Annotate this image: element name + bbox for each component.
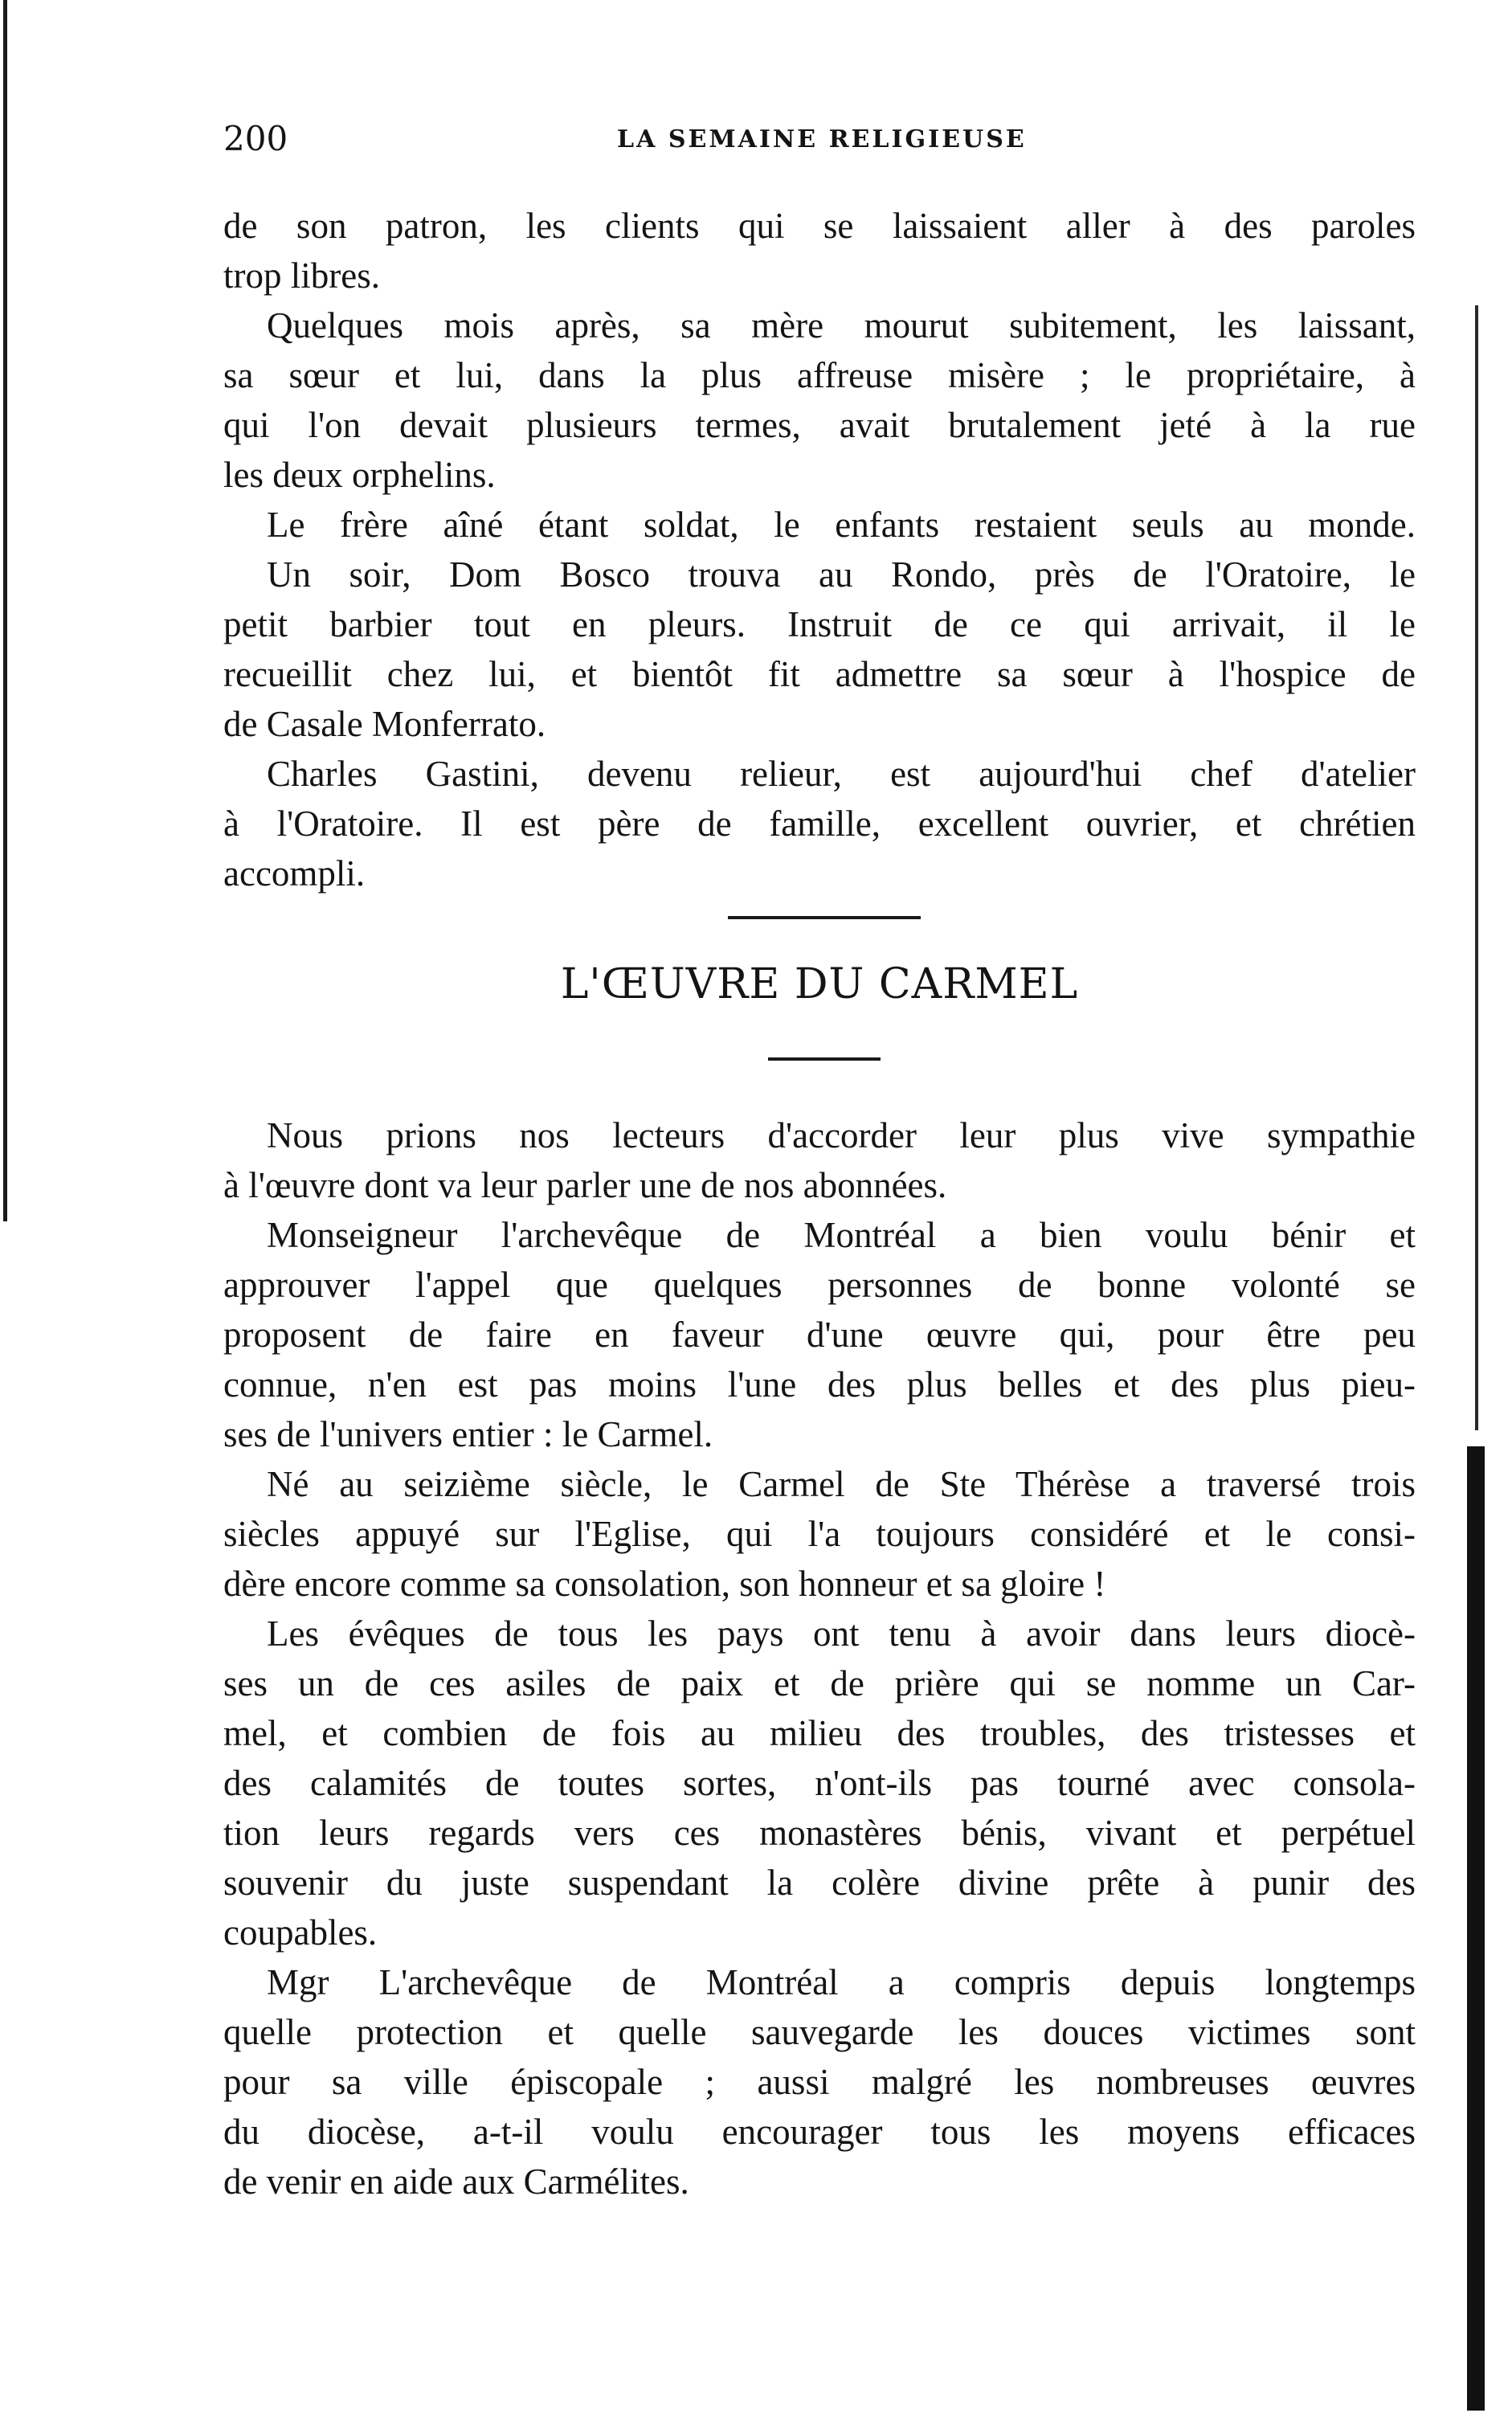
page-number: 200	[223, 119, 288, 158]
text-line: tion leurs regards vers ces monastères bénis, vivant et perpétuel	[223, 1813, 1416, 1853]
text-line: approuver l'appel que quelques personnes de bonne volonté se	[223, 1265, 1416, 1305]
text-line: mel, et combien de fois au milieu des troubles, des tristesses et	[223, 1713, 1416, 1753]
text-line: proposent de faire en faveur d'une œuvre qui, pour être peu	[223, 1315, 1416, 1355]
text-line: ses de l'univers entier : le Carmel.	[223, 1414, 713, 1454]
text-line: siècles appuyé sur l'Eglise, qui l'a toujours considéré et le consi-	[223, 1514, 1416, 1554]
text-line: de venir en aide aux Carmélites.	[223, 2161, 689, 2202]
text-line: dère encore comme sa consolation, son honneur et sa gloire !	[223, 1564, 1106, 1604]
text-line: du diocèse, a-t-il voulu encourager tous les moyens efficaces	[223, 2112, 1416, 2152]
text-line: Quelques mois après, sa mère mourut subitement, les laissant,	[267, 305, 1416, 346]
text-line: Mgr L'archevêque de Montréal a compris depuis longtemps	[267, 1962, 1416, 2002]
scan-edge-right-shadow	[1467, 1446, 1485, 2411]
article-end-text	[223, 201, 1416, 898]
text-line: de Casale Monferrato.	[223, 704, 546, 744]
text-line: Nous prions nos lecteurs d'accorder leur plus vive sympathie	[267, 1115, 1416, 1155]
text-line: Un soir, Dom Bosco trouva au Rondo, près de l'Oratoire, le	[267, 554, 1416, 595]
text-line: Né au seizième siècle, le Carmel de Ste Thérèse a traversé trois	[267, 1464, 1416, 1504]
text-line: ses un de ces asiles de paix et de prière qui se nomme un Car-	[223, 1663, 1416, 1703]
text-line: petit barbier tout en pleurs. Instruit de ce qui arrivait, il le	[223, 604, 1416, 644]
text-line: qui l'on devait plusieurs termes, avait brutalement jeté à la rue	[223, 405, 1416, 445]
text-line: recueillit chez lui, et bientôt fit admettre sa sœur à l'hospice de	[223, 654, 1416, 694]
separator-rule-bottom	[768, 1057, 881, 1061]
scan-edge-left	[3, 0, 7, 1221]
text-line: des calamités de toutes sortes, n'ont-ils pas tourné avec consola-	[223, 1763, 1416, 1803]
text-line: pour sa ville épiscopale ; aussi malgré les nombreuses œuvres	[223, 2062, 1416, 2102]
text-line: Les évêques de tous les pays ont tenu à avoir dans leurs diocè-	[267, 1613, 1416, 1654]
text-line: sa sœur et lui, dans la plus affreuse misère ; le propriétaire, à	[223, 355, 1416, 395]
text-line: accompli.	[223, 853, 366, 894]
text-line: coupables.	[223, 1912, 378, 1953]
running-head	[223, 119, 1412, 159]
text-line: Charles Gastini, devenu relieur, est aujourd'hui chef d'atelier	[267, 754, 1416, 794]
scan-edge-right-thin	[1475, 305, 1478, 1430]
text-line: à l'Oratoire. Il est père de famille, excellent ouvrier, et chrétien	[223, 804, 1416, 844]
text-line: de son patron, les clients qui se laissaient aller à des paroles	[223, 206, 1416, 246]
article-body-text	[223, 1110, 1416, 2206]
text-line: les deux orphelins.	[223, 455, 496, 495]
text-line: trop libres.	[223, 256, 380, 296]
journal-title: LA SEMAINE RELIGIEUSE	[617, 125, 1027, 153]
section-title: L'ŒUVRE DU CARMEL	[560, 960, 1079, 1008]
text-line: à l'œuvre dont va leur parler une de nos abonnées.	[223, 1165, 947, 1205]
text-line: Monseigneur l'archevêque de Montréal a bien voulu bénir et	[267, 1215, 1416, 1255]
text-line: connue, n'en est pas moins l'une des plus belles et des plus pieu-	[223, 1364, 1416, 1405]
text-line: Le frère aîné étant soldat, le enfants restaient seuls au monde.	[267, 505, 1416, 545]
separator-rule-top	[728, 916, 921, 919]
text-line: souvenir du juste suspendant la colère divine prête à punir des	[223, 1863, 1416, 1903]
text-line: quelle protection et quelle sauvegarde les douces victimes sont	[223, 2012, 1416, 2052]
